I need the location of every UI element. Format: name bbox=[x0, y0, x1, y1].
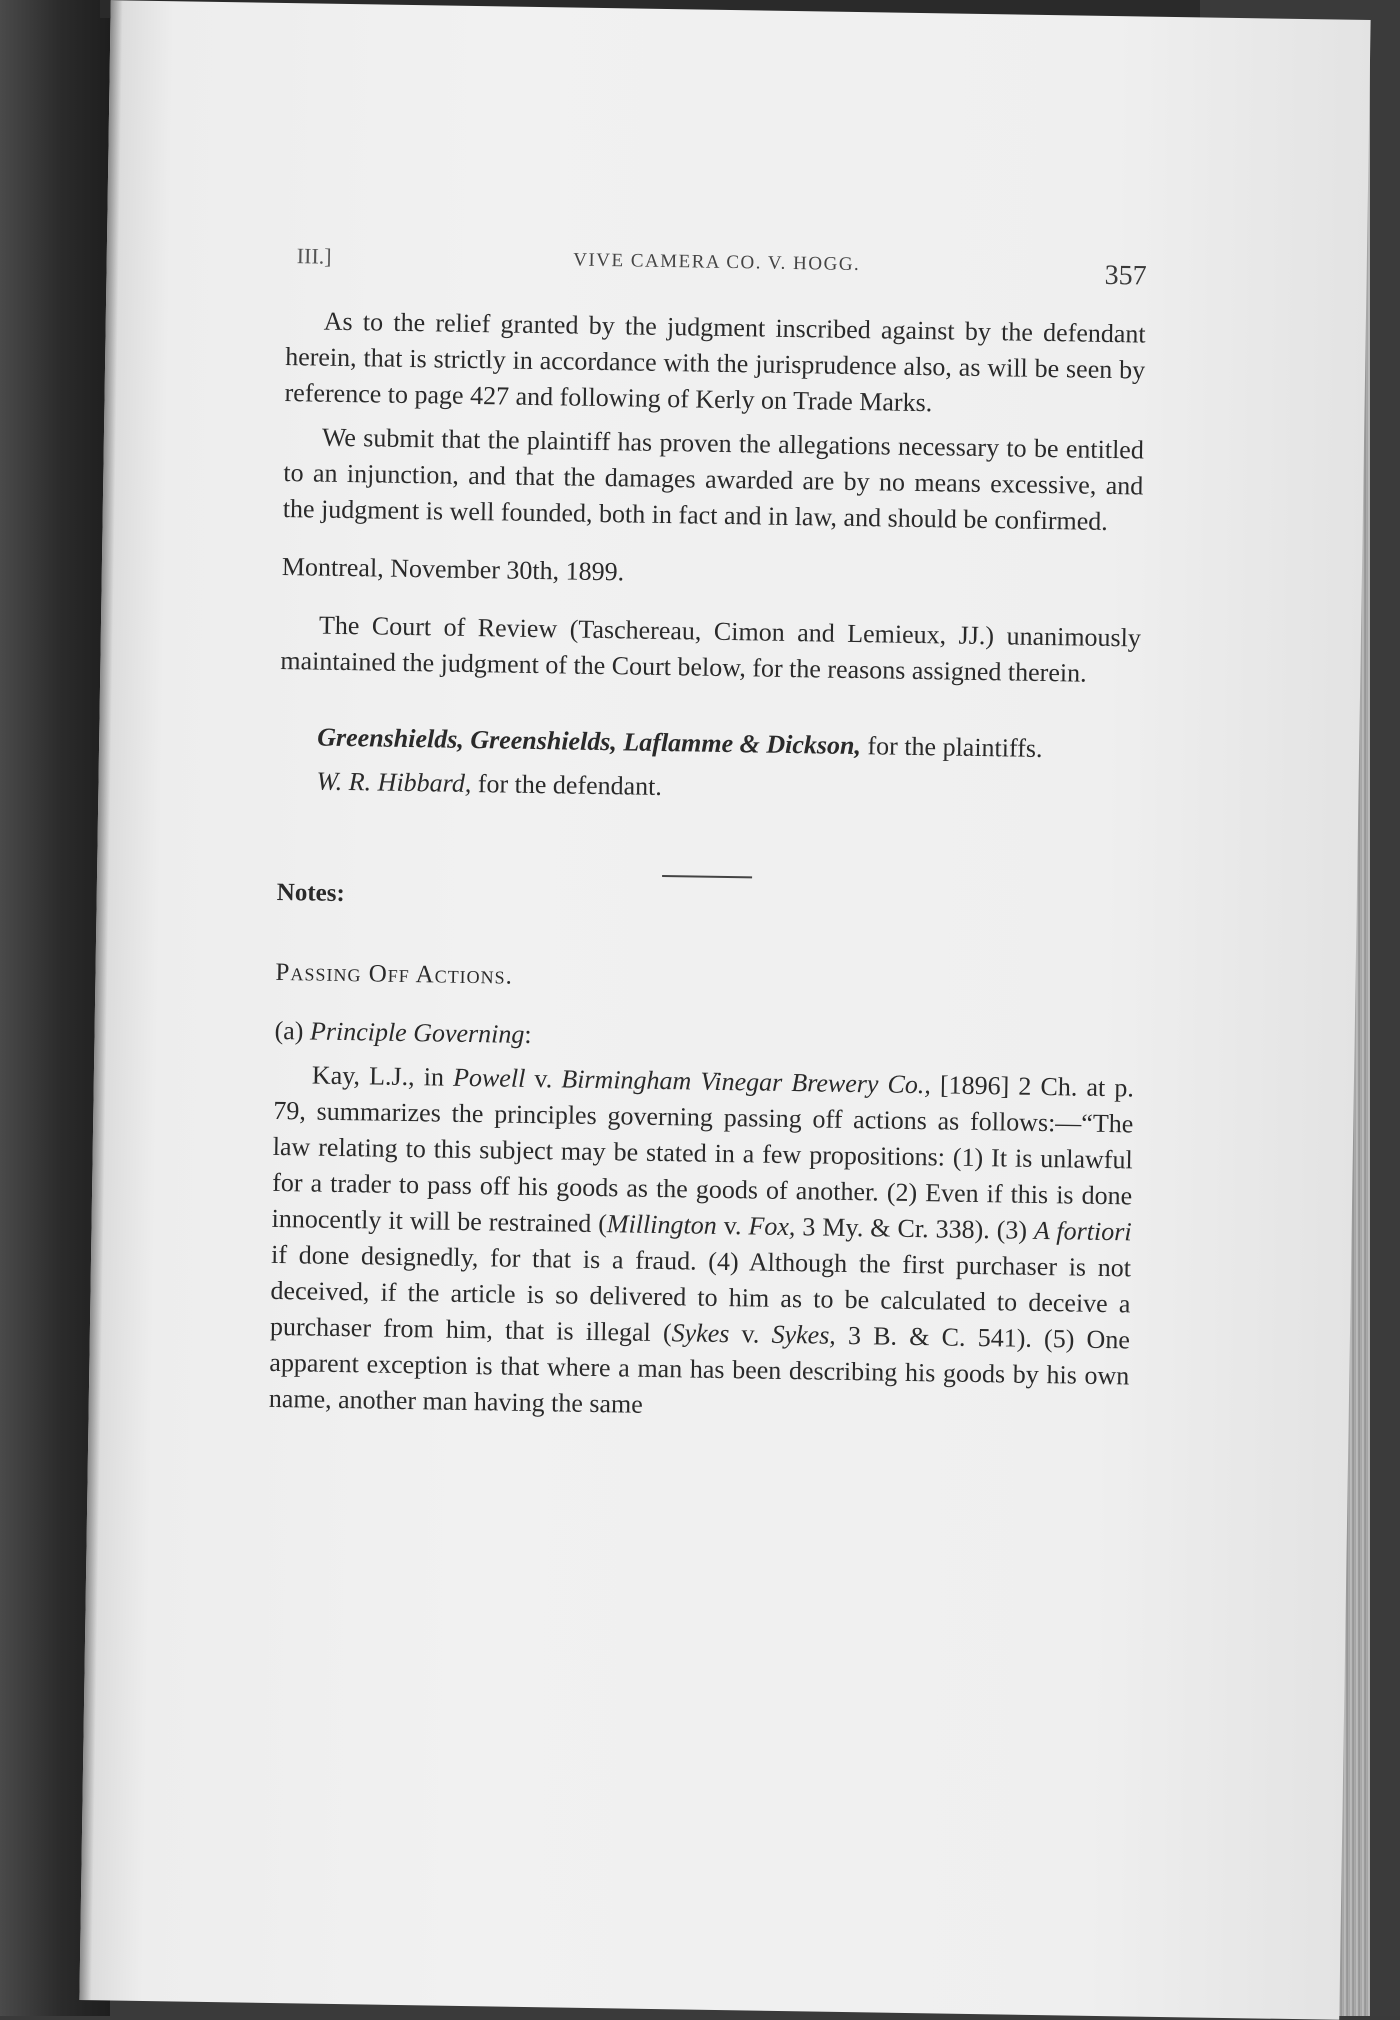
section-divider bbox=[662, 875, 752, 878]
quote-text: if done designedly, for that is a fraud. (4) Although the first purchaser is not deceived, if the article is so delivered to him as to be calculated to deceive a purchaser from him, that is illegal ( bbox=[269, 1239, 1132, 1348]
case-name: Sykes bbox=[671, 1318, 730, 1349]
quote-text: [1896] 2 Ch. at p. 79, summarizes the principles governing passing off actions as follows:—“The law relating to this subject may be stated in a few propositions: (1) It is unlawful for a trader to pass off his goods as the goods of another. (2) Even if this is done innocently it will be restrained ( bbox=[271, 1070, 1135, 1239]
notes-heading: Notes: bbox=[276, 878, 346, 908]
counsel-defendant-role: for the defendant. bbox=[471, 768, 663, 801]
quote-text: v. bbox=[729, 1319, 772, 1349]
page-body bbox=[269, 303, 1146, 1430]
paragraph-relief: As to the relief granted by the judgment inscribed against by the defendant herein, that is strictly in accordance with the jurisprudence also, as will be seen by reference to page 427 and following of Kerly on Trade Marks. bbox=[284, 306, 1146, 418]
case-name: Fox, bbox=[748, 1211, 796, 1242]
quote-text: Kay, L.J., in bbox=[311, 1060, 454, 1092]
case-name: Powell bbox=[452, 1062, 526, 1093]
case-name: Birmingham Vinegar Brewery Co., bbox=[561, 1064, 932, 1100]
counsel-plaintiffs bbox=[279, 719, 1139, 769]
case-name: Millington bbox=[606, 1209, 717, 1240]
subheading-title: Principle Governing bbox=[309, 1016, 525, 1049]
counsel-defendant-name: W. R. Hibbard, bbox=[316, 766, 472, 798]
counsel-defendant bbox=[278, 763, 1138, 813]
book-page bbox=[79, 0, 1370, 2020]
notes-subheading bbox=[274, 1013, 1134, 1063]
subheading-label: (a) bbox=[274, 1015, 311, 1046]
notes-quote-paragraph bbox=[269, 1057, 1135, 1430]
quote-text: v. bbox=[716, 1210, 749, 1241]
paragraph-court-review: The Court of Review (Taschereau, Cimon and Lemieux, JJ.) unanimously maintained the judgment of the Court below, for the reasons assigned therein. bbox=[280, 610, 1142, 688]
subheading-colon: : bbox=[524, 1019, 532, 1049]
date-line: Montreal, November 30th, 1899. bbox=[281, 551, 625, 587]
page-number: 357 bbox=[1104, 259, 1147, 292]
running-header bbox=[286, 243, 1147, 297]
latin-phrase: A fortiori bbox=[1033, 1215, 1132, 1247]
chapter-marker: III.] bbox=[296, 243, 332, 269]
counsel-plaintiffs-role: for the plaintiffs. bbox=[860, 731, 1043, 763]
paragraph-submission: We submit that the plaintiff has proven the allegations necessary to be entitled to an injunction, and that the damages awarded are by no means excessive, and the judgment is well founded, both in fact and in law, and should be confirmed. bbox=[282, 422, 1145, 536]
case-name: Sykes, bbox=[771, 1319, 837, 1350]
quote-text: v. bbox=[525, 1063, 562, 1094]
notes-section-title: Passing Off Actions. bbox=[275, 958, 514, 990]
counsel-plaintiffs-names: Greenshields, Greenshields, Laflamme & Dickson, bbox=[317, 722, 862, 761]
quote-text: 3 My. & Cr. 338). (3) bbox=[795, 1212, 1035, 1245]
quote-text: 3 B. & C. 541). (5) One apparent exception is that where a man has been describing his goods by his own name, another man having the same bbox=[268, 1320, 1131, 1419]
running-title: VIVE CAMERA CO. V. HOGG. bbox=[573, 249, 861, 276]
